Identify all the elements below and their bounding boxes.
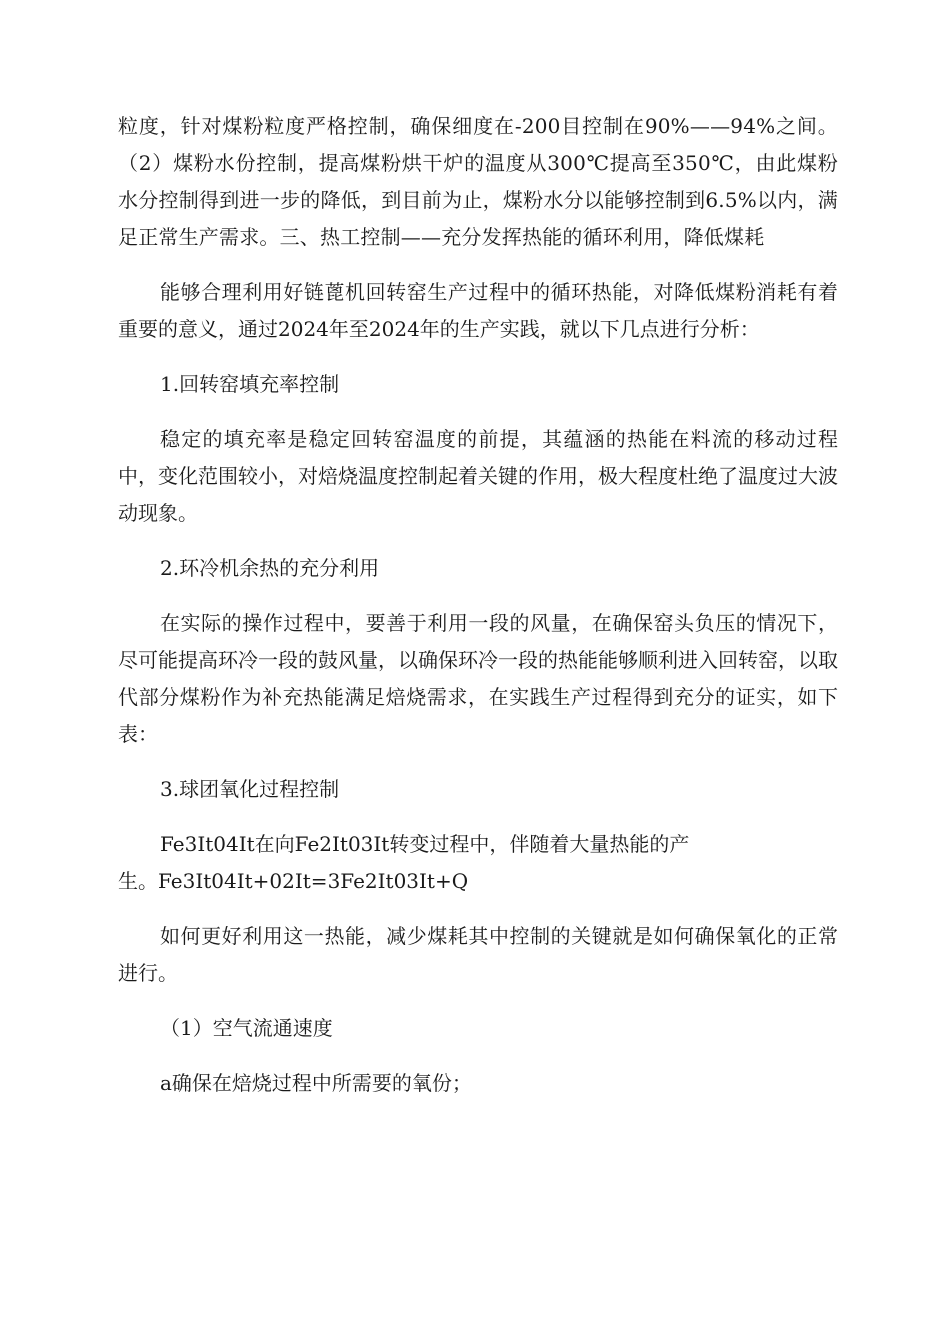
section-heading-oxidation: 3.球团氧化过程控制 xyxy=(160,777,340,801)
cooler-heat-paragraph: 在实际的操作过程中，要善于利用一段的风量，在确保窑头负压的情况下，尽可能提高环冷一段的鼓风量，以确保环冷一段的热能能够顺利进入回转窑，以取代部分煤粉作为补充热能满足焙烧需求，在实践生产过程得到充分的证实，如下表： xyxy=(118,611,838,746)
section-heading-cooler-heat: 2.环冷机余热的充分利用 xyxy=(160,556,380,580)
formula-line-2: 生。Fe3Ⅰt04Ⅰt+02Ⅰt=3Fe2Ⅰt03Ⅰt+Q xyxy=(118,869,469,893)
intro-paragraph: 粒度，针对煤粉粒度严格控制，确保细度在-200目控制在90%——94%之间。（2）煤粉水份控制，提高煤粉烘干炉的温度从300℃提高至350℃，由此煤粉水分控制得到进一步的降低，到目前为止，煤粉水分以能够控制到6.5%以内，满足正常生产需求。三、热工控制——充分发挥热能的循环利用，降低煤耗 xyxy=(118,114,838,249)
formula-line-1: Fe3Ⅰt04Ⅰt在向Fe2Ⅰt03Ⅰt转变过程中，伴随着大量热能的产 xyxy=(160,832,690,856)
thermal-utilization-paragraph: 能够合理利用好链蓖机回转窑生产过程中的循环热能，对降低煤粉消耗有着重要的意义，通过2024年至2024年的生产实践，就以下几点进行分析： xyxy=(118,280,838,341)
oxidation-key-paragraph: 如何更好利用这一热能，减少煤耗其中控制的关键就是如何确保氧化的正常进行。 xyxy=(118,924,838,985)
fill-rate-paragraph: 稳定的填充率是稳定回转窑温度的前提，其蕴涵的热能在料流的移动过程中，变化范围较小，对焙烧温度控制起着关键的作用，极大程度杜绝了温度过大波动现象。 xyxy=(118,427,838,525)
document-page xyxy=(118,108,838,1102)
subheading-air-flow-speed: （1）空气流通速度 xyxy=(160,1016,333,1040)
oxidation-formula-block xyxy=(118,826,838,900)
section-heading-kiln-fill-rate: 1.回转窑填充率控制 xyxy=(160,372,340,396)
list-item-a: a确保在焙烧过程中所需要的氧份； xyxy=(160,1071,472,1095)
